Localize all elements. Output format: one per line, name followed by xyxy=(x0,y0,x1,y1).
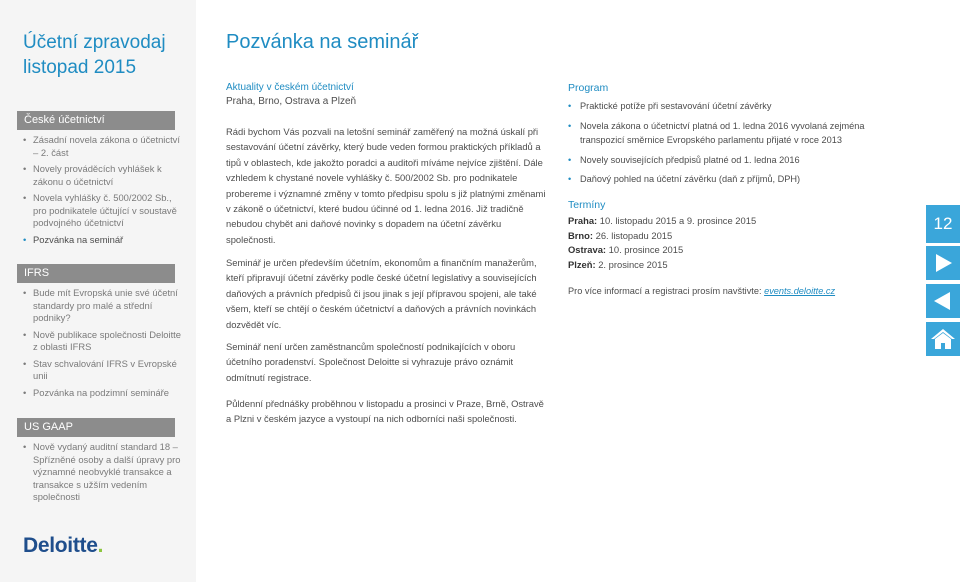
newsletter-title-line1: Účetní zpravodaj xyxy=(23,32,166,53)
section-heading-ifrs[interactable]: IFRS xyxy=(17,264,175,283)
deloitte-logo xyxy=(23,534,103,558)
seminar-cities: Praha, Brno, Ostrava a Plzeň xyxy=(226,96,357,107)
term-city: Praha: xyxy=(568,215,598,226)
term-date: 2. prosince 2015 xyxy=(598,258,668,270)
page-number: 12 xyxy=(926,205,960,243)
bullet-icon: • xyxy=(23,328,27,340)
paragraph-audience: Seminář je určen především účetním, ekonomům a finančním manažerům, kteří připravují účetní závěrky podle české účetní legislativy a souvisejících daňových a právních předpisů či jsou jinak s její přípravou spojeni, ale také všem, kteří se chtějí o českém účetnictví a daňových a právních novinkách dozvědět víc. xyxy=(226,257,537,330)
toc-item[interactable] xyxy=(23,441,183,504)
terms-heading: Termíny xyxy=(568,199,606,211)
events-link[interactable]: events.deloitte.cz xyxy=(764,286,836,296)
program-list xyxy=(568,99,888,192)
toc-item-label: Zásadní novela zákona o účetnictví – 2. část xyxy=(33,134,180,158)
program-item xyxy=(568,172,888,187)
program-item xyxy=(568,99,888,114)
term-date: 26. listopadu 2015 xyxy=(595,229,673,241)
paragraph-schedule: Půldenní přednášky proběhnou v listopadu a prosinci v Praze, Brně, Ostravě a Plzni v českém jazyce a vystoupí na nich odborníci naši společnosti. xyxy=(226,398,544,425)
toc-item-label: Pozvánka na podzimní semináře xyxy=(33,386,170,398)
paragraph-intro: Rádi bychom Vás pozvali na letošní seminář zaměřený na možná úskalí při sestavování účetní závěrky, který bude veden formou praktických příkladů a tipů v oblastech, kde jakožto poradci a auditoři míváme nejvíce zjištění. Dále vzhledem k chystané novele vyhlášky č. 500/2002 Sb. pro podnikatele probereme i významné změny v tomto předpisu spolu s již platnými změnami v zákoně o účetnictví, které budou účinné od 1. ledna 2016. Již tradičně nebudou chybět ani daňové novinky s dopadem na účetní závěrku společnosti. xyxy=(226,126,546,245)
program-item-label: Novely souvisejících předpisů platné od 1. ledna 2016 xyxy=(580,154,800,165)
toc-item[interactable] xyxy=(23,134,183,159)
bullet-icon: • xyxy=(23,441,27,452)
section-heading-czech[interactable]: České účetnictví xyxy=(17,111,175,130)
toc-item-label: Bude mít Evropská unie své účetní standardy pro malé a střední podniky? xyxy=(33,287,178,323)
next-page-button[interactable] xyxy=(926,246,960,280)
toc-item-label: Novely prováděcích vyhlášek k zákonu o účetnictví xyxy=(33,163,162,187)
term-row xyxy=(568,243,868,258)
toc-item[interactable] xyxy=(23,329,183,354)
bullet-icon: • xyxy=(568,154,572,165)
triangle-left-icon xyxy=(932,290,954,312)
toc-item[interactable] xyxy=(23,163,183,188)
bullet-icon: • xyxy=(568,174,572,184)
bullet-icon: • xyxy=(23,233,27,245)
section-heading-usgaap[interactable]: US GAAP xyxy=(17,418,175,437)
term-city: Plzeň: xyxy=(568,258,596,270)
term-row xyxy=(568,229,868,244)
toc-item-active[interactable] xyxy=(23,234,183,247)
bullet-icon: • xyxy=(568,120,572,131)
toc-item[interactable] xyxy=(23,287,183,325)
page-title: Pozvánka na seminář xyxy=(226,31,419,53)
toc-list-usgaap xyxy=(23,441,183,508)
bullet-icon: • xyxy=(568,101,572,111)
term-row xyxy=(568,258,868,273)
toc-item-label: Nově vydaný auditní standard 18 – Spřízněné osoby a další úpravy pro významné neobvyklé transakce a transakce s užším vedením společnosti xyxy=(33,441,181,502)
bullet-icon: • xyxy=(23,163,27,174)
bullet-icon: • xyxy=(23,134,27,145)
bullet-icon: • xyxy=(23,287,27,298)
newsletter-issue: listopad 2015 xyxy=(23,57,137,78)
term-date: 10. prosince 2015 xyxy=(608,244,684,255)
previous-page-button[interactable] xyxy=(926,284,960,318)
toc-item-label: Novela vyhlášky č. 500/2002 Sb., pro podnikatele účtující v soustavě podvojného účetnictví xyxy=(33,192,177,228)
toc-item[interactable] xyxy=(23,387,183,400)
toc-list-ifrs xyxy=(23,287,183,403)
toc-item-label: Pozvánka na seminář xyxy=(33,233,124,245)
triangle-right-icon xyxy=(932,252,954,274)
home-button[interactable] xyxy=(926,322,960,356)
bullet-icon: • xyxy=(23,192,27,203)
program-item xyxy=(568,119,888,148)
program-item-label: Novela zákona o účetnictví platná od 1. ledna 2016 vyvolaná zejména transpozicí směrnice Evropského parlamentu přijaté v roce 2013 xyxy=(580,120,865,145)
paragraph-restriction: Seminář není určen zaměstnancům společností podnikajících v oboru účetního poradenství. Společnost Deloitte si vyhrazuje právo oznámit odmítnutí registrace. xyxy=(226,341,516,383)
logo-dot: . xyxy=(97,534,104,557)
program-heading: Program xyxy=(568,82,609,94)
term-row xyxy=(568,214,868,229)
program-item-label: Daňový pohled na účetní závěrku (daň z příjmů, DPH) xyxy=(580,174,801,184)
home-icon xyxy=(930,327,956,351)
toc-item-label: Nově publikace společnosti Deloitte z oblasti IFRS xyxy=(33,328,181,352)
bullet-icon: • xyxy=(23,386,27,398)
term-city: Brno: xyxy=(568,229,593,241)
toc-item[interactable] xyxy=(23,358,183,383)
toc-item-label: Stav schvalování IFRS v Evropské unii xyxy=(33,357,177,381)
bullet-icon: • xyxy=(23,357,27,369)
more-info-text: Pro více informací a registraci prosím navštivte: xyxy=(568,286,762,296)
newsletter-title xyxy=(23,30,166,80)
toc-item[interactable] xyxy=(23,192,183,230)
program-item xyxy=(568,153,888,168)
term-date: 10. listopadu 2015 a 9. prosince 2015 xyxy=(599,215,757,226)
program-item-label: Praktické potíže při sestavování účetní závěrky xyxy=(580,101,772,111)
seminar-name: Aktuality v českém účetnictví xyxy=(226,82,354,93)
sidebar xyxy=(0,0,196,582)
terms-list xyxy=(568,214,868,272)
term-city: Ostrava: xyxy=(568,244,607,255)
more-info xyxy=(568,286,835,296)
toc-list-czech xyxy=(23,134,183,250)
logo-text: Deloitte xyxy=(23,534,98,557)
